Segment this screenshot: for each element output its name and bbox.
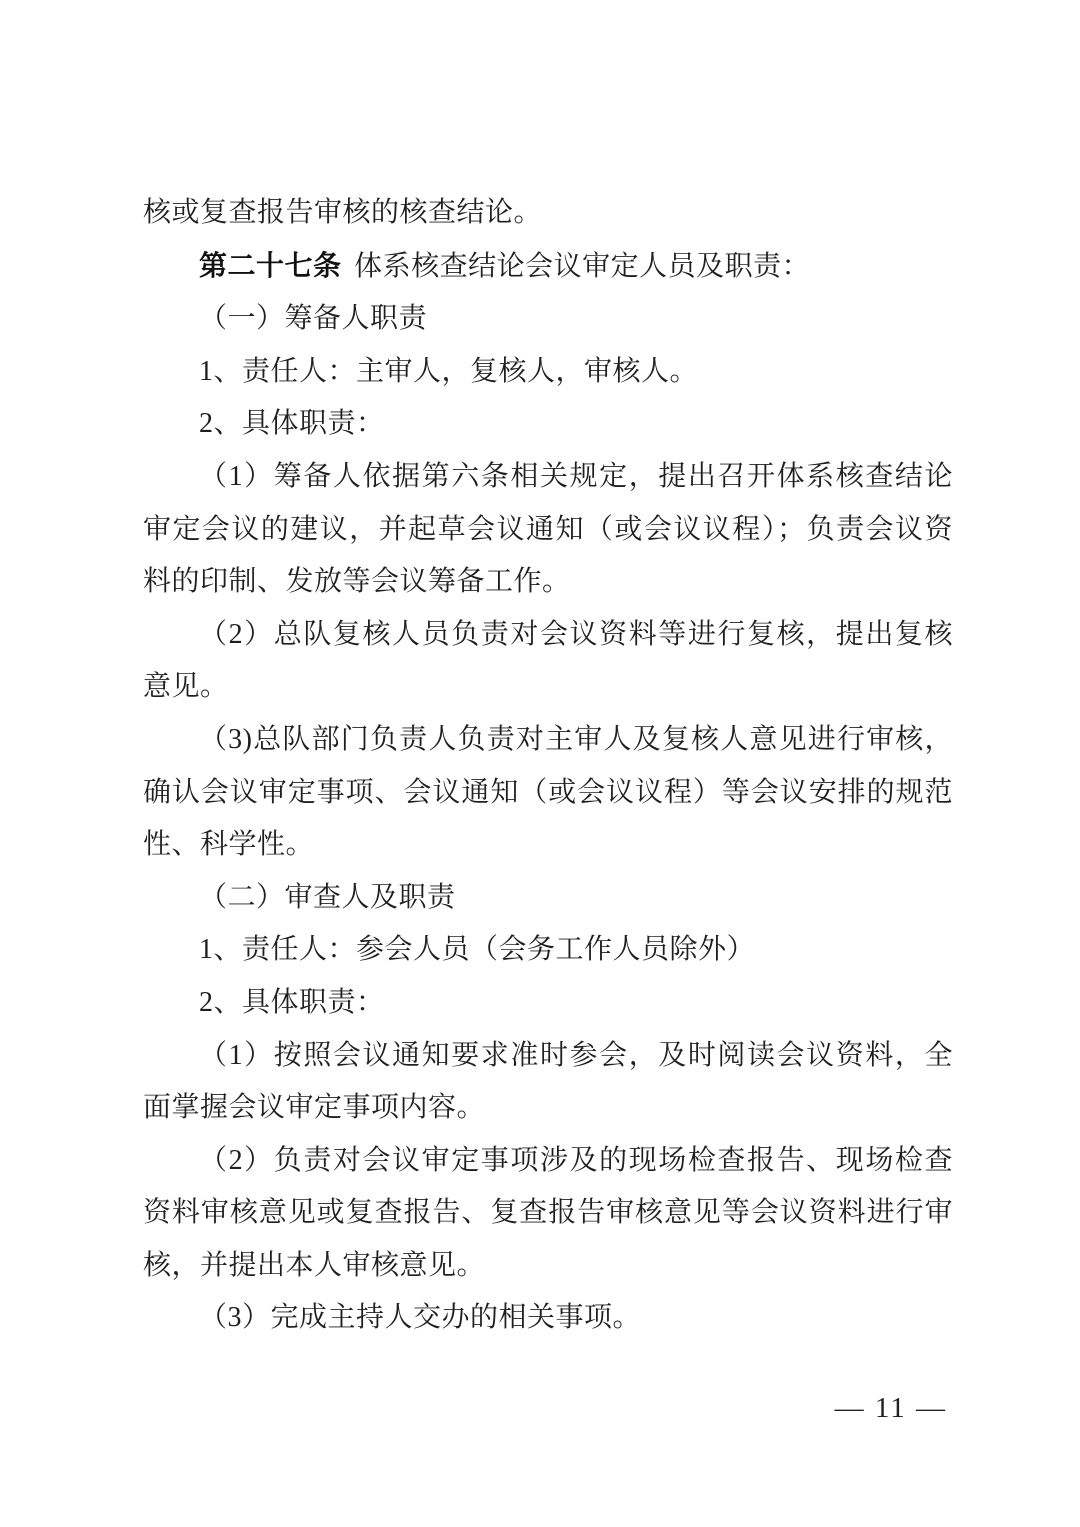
text-line: （3）完成主持人交办的相关事项。 [199,1302,642,1334]
text-line: 核，并提出本人审核意见。 [143,1249,486,1281]
text-line: 审定会议的建议，并起草会议通知（或会议议程）；负责会议资 [143,513,953,545]
section-heading: （一）筹备人职责 [199,303,428,335]
page-number: — 11 — [834,1392,947,1424]
text-line: （3)总队部门负责人负责对主审人及复核人意见进行审核， [199,723,953,755]
text-line: 1、责任人：主审人，复核人，审核人。 [199,355,699,387]
text-line: （1）按照会议通知要求准时参会，及时阅读会议资料，全 [199,1039,953,1071]
section-heading: （二）审查人及职责 [199,881,456,913]
text-line: 意见。 [143,671,229,703]
text-line: 面掌握会议审定事项内容。 [143,1092,486,1124]
text-line: 核或复查报告审核的核查结论。 [143,197,543,228]
text-line: 料的印制、发放等会议筹备工作。 [143,566,571,598]
article-title: 体系核查结论会议审定人员及职责： [354,250,811,282]
text-line: 确认会议审定事项、会议通知（或会议议程）等会议安排的规范 [143,776,953,808]
text-line: 1、责任人：参会人员（会务工作人员除外） [199,934,756,966]
text-line: 2、具体职责： [199,408,385,440]
text-line: （1）筹备人依据第六条相关规定，提出召开体系核查结论 [199,460,953,492]
article-heading [143,240,953,294]
text-line: 性、科学性。 [143,829,315,861]
text-line: （2）负责对会议审定事项涉及的现场检查报告、现场检查 [199,1144,953,1176]
text-line: 资料审核意见或复查报告、复查报告审核意见等会议资料进行审 [143,1197,953,1229]
text-line: （2）总队复核人员负责对会议资料等进行复核，提出复核 [199,618,953,650]
text-line: 2、具体职责： [199,986,385,1018]
document-body [143,187,953,1345]
article-number: 第二十七条 [199,249,342,281]
